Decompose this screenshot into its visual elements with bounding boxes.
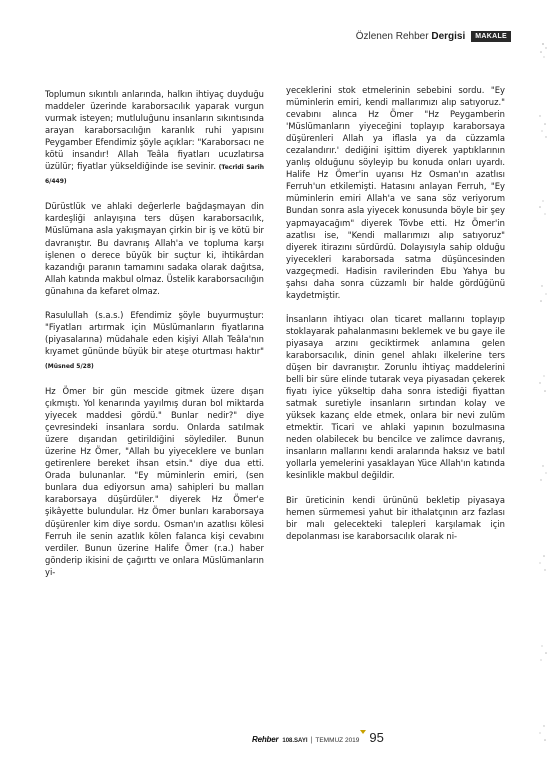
paragraph: Rasulullah (s.a.s.) Efendimiz şöyle buyurmuştur: "Fiyatları artırmak için Müslümanların fiyatlarına (piyasalarına) müdahale eden kişiyi Allah Teâla'nın kıyamet gününde büyük bir ateşe oturtması haktır" (Müsned 5/28) [45, 309, 264, 370]
page-footer [252, 730, 384, 744]
magazine-title: Özlenen Rehber Dergisi [355, 30, 466, 42]
citation: (Tecrîdi Sarih 6/449) [45, 164, 264, 186]
footer-separator: | [310, 737, 313, 744]
page-header [356, 29, 511, 43]
page-number: 95 [369, 730, 384, 745]
left-column [45, 88, 264, 590]
paragraph: İnsanların ihtiyacı olan ticaret mallarını toplayıp stoklayarak pahalanmasını beklemek ve bu gaye ile piyasaya arzını geciktirmek anlamına gelen karaborsacılık, dinin genel ahlakı ilkelerine ters düşen bir davranıştır. Zorunlu ihtiyaç maddelerini belli bir süre elinde tutarak veya piyasadan çekerek fiyatı iyice yükseltip daha sonra istediği fiyattan satmak suretiyle insanların sırtından kolay ve yüksek kazanç elde etmek, onlara bir nevi zulüm etmektir. Ticari ve ahlaki yapının bozulmasına neden olabilecek bu bencilce ve zalimce davranış, insanların mallarını kendi aralarında haksız ve batıl yollarla yemelerini yasaklayan Yüce Allah'ın katında kesinlikle makbul değildir. [286, 313, 505, 481]
paragraph: yeceklerini stok etmelerinin sebebini sordu. "Ey müminlerin emiri, kendi mallarımızı alıp satıyoruz." cevabını alınca Hz Ömer "Hz Peygamberin 'Müslümanların yiyeceğini toplayıp karaborsaya düşürenleri Allah ya iflasla ya da cüzzamla cezalandırır.' dediğini işittim diyerek yaptıklarının yanlış olduğunu söyleyip bu konuda onları uyardı. Halife Hz Ömer'in uyarısı Hz Osman'ın azatlısı Ferruh'un etkilemişti. Hatasını anlayan Ferruh, "Ey müminlerin emiri Allah'a ve sana söz veriyorum Bundan sonra asla yiyecek konusunda böyle bir şey yapmayacağım" diyerek Tövbe etti. Hz Ömer'in azatlısı ise, "Kendi mallarımızı alıp satıyoruz" diyerek itirazını sürdürdü. Dolayısıyla sahip olduğu yiyecekleri karaborsada satma düşüncesinden vazgeçmedi. Hadisin ravilerinden Ebu Yahya bu şahsı daha sonra cüzzamlı bir halde gördüğünü kaydetmiştir. [286, 85, 505, 300]
decorative-dotted-border [538, 36, 548, 756]
issue-date: TEMMUZ 2019 [315, 737, 360, 744]
paragraph: Bir üreticinin kendi ürününü bekletip piyasaya hemen sürmemesi yahut bir ithalatçının arz fazlası bir malı gelecekteki talepleri karşılamak için depolanması ise karaborsacılık olarak ni- [286, 494, 505, 541]
section-tag: MAKALE [471, 31, 511, 42]
citation: (Müsned 5/28) [45, 362, 94, 370]
page-marker-icon [360, 730, 366, 734]
right-column [286, 84, 505, 554]
paragraph: Hz Ömer bir gün mescide gitmek üzere dışarı çıkmıştı. Yol kenarında yayılmış duran bol miktarda yiyecek maddesi gördü." Bunlar nedir?" diye çevresindeki insanlara sordu. Onlarda satılmak üzere dışarıdan getirildiğini söylediler. Bunun üzerine Hz Ömer, "Allah bu yiyeceklere ve bunları getirenlere bereket ihsan etsin." diye dua etti. Orada bulunanlar. "Ey müminlerin emiri, (sen bunlara dua ediyorsun ama) sahipleri bu malları karaborsaya düşürdüler." diyerek Hz Ömer'e şikâyette bulundular. Hz Ömer bunları karaborsaya düşürenler kim diye sordu. Osman'ın azatlısı kölesi Ferruh ile senin azatlık kölen falanca kişi cevabını verdiler. Bunun üzerine Halife Ömer (r.a.) haber gönderip ikisini de çağırttı ve onlara Müslümanların yi- [45, 385, 264, 577]
issue-number: 108.SAYI [282, 738, 308, 744]
brand-logo: Rehber [252, 735, 279, 744]
paragraph: Dürüstlük ve ahlaki değerlerle bağdaşmayan din kardeşliği anlayışına ters düşen karaborsacılık, Müslümana asla yakışmayan çirkin bir iş ve kötü bir davranıştır. Bu davranış Allah'a ve topluma karşı işlenen o derece büyük bir suçtur ki, ihtikârdan kazandığı paranın tamamını sadaka olarak dağıtsa, Allah katında makbul olmaz. Üstelik karaborsacılığın günahına da kefaret olmaz. [45, 201, 264, 296]
paragraph: Toplumun sıkıntılı anlarında, halkın ihtiyaç duyduğu maddeler üzerinde karaborsacılık yaparak vurgun vurmak isteyen; mutluluğunu insanların sıkıntısında arayan karaborsacılığın karanlık ruhi yapısını Peygamber Efendimiz şöyle açıklar: "Karaborsacı ne kötü insandır! Allah Teâla fiyatları ucuzlatırsa üzülür; fiyatlar yükseldiğinde ise sevinir. (Tecrîdi Sarih 6/449) [45, 89, 264, 186]
